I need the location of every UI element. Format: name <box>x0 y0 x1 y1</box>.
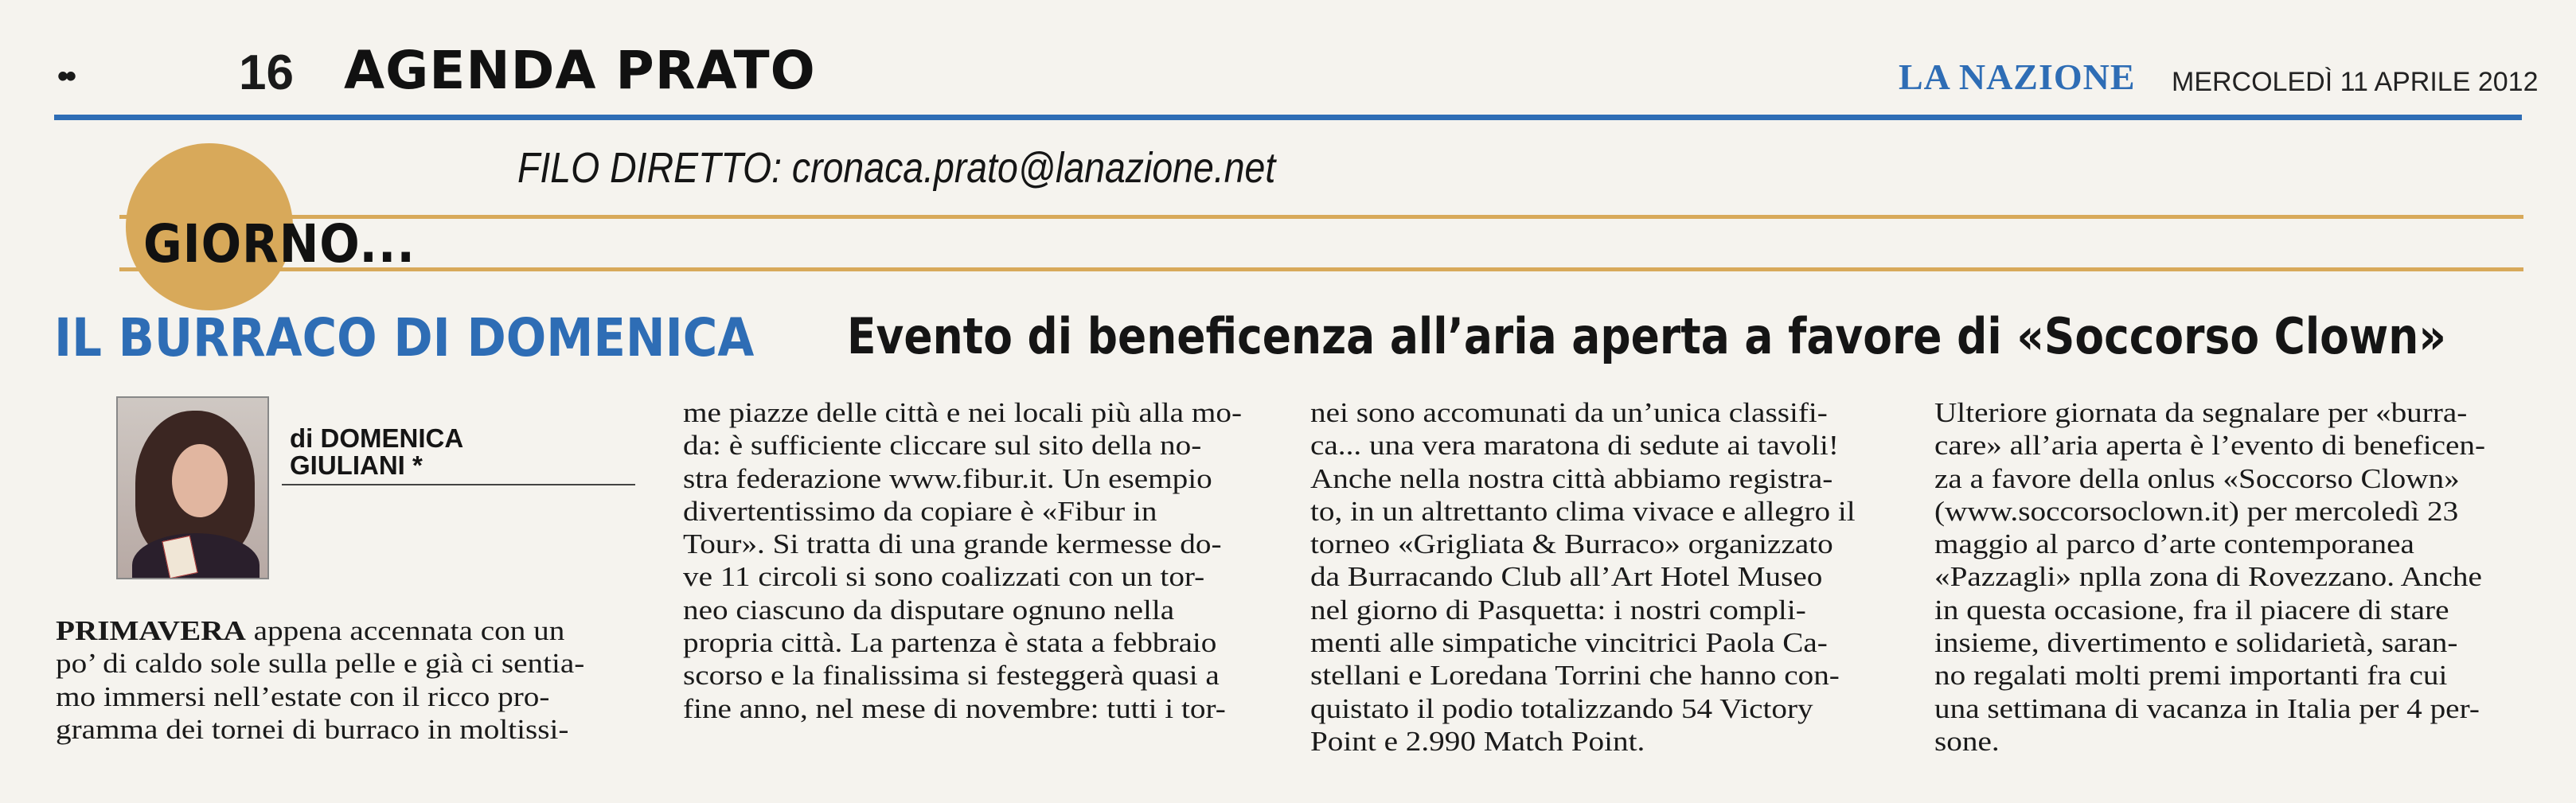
page-bullet: •• <box>57 59 74 94</box>
column-line: insieme, divertimento e solidarietà, saran- <box>1934 627 2458 659</box>
article-column-4 <box>1934 396 2486 758</box>
column-line: za a favore della onlus «Soccorso Clown» <box>1934 462 2460 494</box>
author-photo <box>116 396 269 579</box>
column-line: stellani e Loredana Torrini che hanno con- <box>1310 660 1840 692</box>
column-line: ca... una vera maratona di sedute ai tavoli! <box>1310 430 1839 462</box>
column-line: nei sono accomunati da un’unica classifi- <box>1310 397 1828 428</box>
column-line: «Pazzagli» nplla zona di Rovezzano. Anche <box>1934 561 2482 593</box>
column-line: me piazze delle città e nei locali più alla mo- <box>683 397 1243 428</box>
headline-title: Evento di beneficenza all’aria aperta a favore di «Soccorso Clown» <box>847 307 2446 365</box>
column-line: quistato il podio totalizzando 54 Victory <box>1310 692 1813 724</box>
column-line: po’ di caldo sole sulla pelle e già ci sentia- <box>56 648 585 680</box>
section-title: AGENDA PRATO <box>344 40 816 101</box>
column-line: Anche nella nostra città abbiamo registra- <box>1310 462 1833 494</box>
byline-line-2: GIULIANI * <box>290 450 423 480</box>
rubric-label: GIORNO... <box>143 213 416 275</box>
column-line: nel giorno di Pasquetta: i nostri compli- <box>1310 594 1806 626</box>
column-line: Ulteriore giornata da segnalare per «burra- <box>1934 397 2468 428</box>
column-line: una settimana di vacanza in Italia per 4 per- <box>1934 692 2480 724</box>
lead-word: PRIMAVERA <box>56 615 246 646</box>
article-column-2 <box>683 396 1243 725</box>
column-line-text: appena accennata con un <box>245 615 565 646</box>
column-line: torneo «Grigliata & Burraco» organizzato <box>1310 528 1833 560</box>
column-line: care» all’aria aperta è l’evento di beneficen- <box>1934 430 2486 462</box>
column-line: (www.soccorsoclown.it) per mercoledì 23 <box>1934 495 2459 527</box>
gold-rule-bottom <box>119 267 2523 271</box>
byline-rule <box>282 484 635 485</box>
article-column-1 <box>56 614 585 746</box>
column-line: da: è sufficiente cliccare sul sito della no- <box>683 430 1202 462</box>
column-line: divertentissimo da copiare è «Fibur in <box>683 495 1157 527</box>
column-line: mo immersi nell’estate con il ricco pro- <box>56 680 550 712</box>
masthead-logo: LA NAZIONE <box>1899 57 2136 97</box>
header-rule <box>54 115 2522 120</box>
column-line: da Burracando Club all’Art Hotel Museo <box>1310 561 1823 593</box>
column-line: in questa occasione, fra il piacere di stare <box>1934 594 2449 626</box>
column-line: stra federazione www.fibur.it. Un esempio <box>683 462 1212 494</box>
photo-face <box>172 444 228 517</box>
contact-line: FILO DIRETTO: cronaca.prato@lanazione.net <box>517 144 1276 192</box>
column-line: menti alle simpatiche vincitrici Paola Ca- <box>1310 627 1828 659</box>
gold-rule-top <box>119 215 2523 219</box>
column-line <box>56 614 584 647</box>
column-line: no regalati molti premi importanti fra cui <box>1934 660 2448 692</box>
column-line: ve 11 circoli si sono coalizzati con un tor- <box>683 561 1205 593</box>
column-line: sone. <box>1934 725 2000 757</box>
issue-date: MERCOLEDÌ 11 APRILE 2012 <box>2172 67 2539 97</box>
article-column-3 <box>1310 396 1856 758</box>
column-line: scorso e la finalissima si festeggerà quasi a <box>683 660 1220 692</box>
column-line: Point e 2.990 Match Point. <box>1310 725 1645 757</box>
byline-line-1: di DOMENICA <box>290 423 464 453</box>
byline <box>290 425 463 479</box>
headline-kicker: IL BURRACO DI DOMENICA <box>54 307 755 368</box>
column-line: gramma dei tornei di burraco in moltissi- <box>56 713 569 745</box>
column-line: maggio al parco d’arte contemporanea <box>1934 528 2414 560</box>
column-line: Tour». Si tratta di una grande kermesse do- <box>683 528 1222 560</box>
column-line: propria città. La partenza è stata a febbraio <box>683 627 1217 659</box>
page-number: 16 <box>239 45 294 100</box>
column-line: to, in un altrettanto clima vivace e allegro il <box>1310 495 1856 527</box>
column-line: neo ciascuno da disputare ognuno nella <box>683 594 1175 626</box>
column-line: fine anno, nel mese di novembre: tutti i tor- <box>683 692 1226 724</box>
